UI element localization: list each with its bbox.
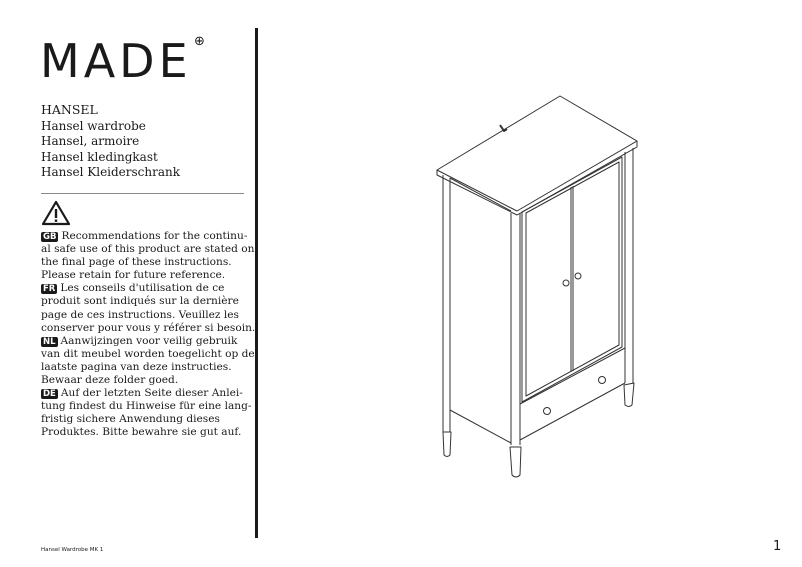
lang-badge-de: DE: [43, 389, 56, 400]
note-line: tung findest du Hinweise für eine lang-: [41, 400, 252, 413]
note-line: page de ces instructions. Veuillez les: [41, 308, 239, 321]
note-line: Bewaar deze folder goed.: [41, 374, 179, 387]
lang-badge-fr: FR: [43, 284, 56, 295]
lang-badge-gb: GB: [43, 232, 57, 242]
note-line: Please retain for future reference.: [41, 269, 226, 282]
note-line: Recommendations for the continu-: [61, 230, 248, 242]
note-line: laatste pagina van deze instructies.: [41, 360, 232, 373]
title-fr: Hansel, armoire: [41, 134, 140, 148]
note-line: produit sont indiqués sur la dernière: [41, 295, 239, 308]
note-line: Aanwijzingen voor veilig gebruik: [60, 334, 238, 347]
product-name: HANSEL: [41, 102, 98, 117]
logo-plus-mark: ⊕: [194, 34, 205, 49]
lang-badge-nl: NL: [43, 336, 56, 347]
note-line: conserver pour vous y référer si besoin.: [41, 321, 256, 334]
title-de: Hansel Kleiderschrank: [41, 165, 181, 179]
note-line: al safe use of this product are stated on: [41, 243, 255, 256]
note-line: Les conseils d'utilisation de ce: [60, 282, 225, 295]
note-line: fristig sichere Anwendung dieses: [41, 413, 220, 426]
title-en: Hansel wardrobe: [41, 118, 146, 133]
note-line: Auf der letzten Seite dieser Anlei-: [60, 387, 243, 400]
note-line: the final page of these instructions.: [41, 256, 232, 269]
note-line: van dit meubel worden toegelicht op de: [41, 347, 255, 360]
title-nl: Hansel kledingkast: [41, 149, 158, 164]
made-logo: MADE: [40, 34, 192, 88]
note-line: Produktes. Bitte bewahre sie gut auf.: [41, 426, 242, 439]
document-id: Hansel Wardrobe MK 1: [41, 547, 104, 553]
page-number: 1: [773, 539, 782, 554]
